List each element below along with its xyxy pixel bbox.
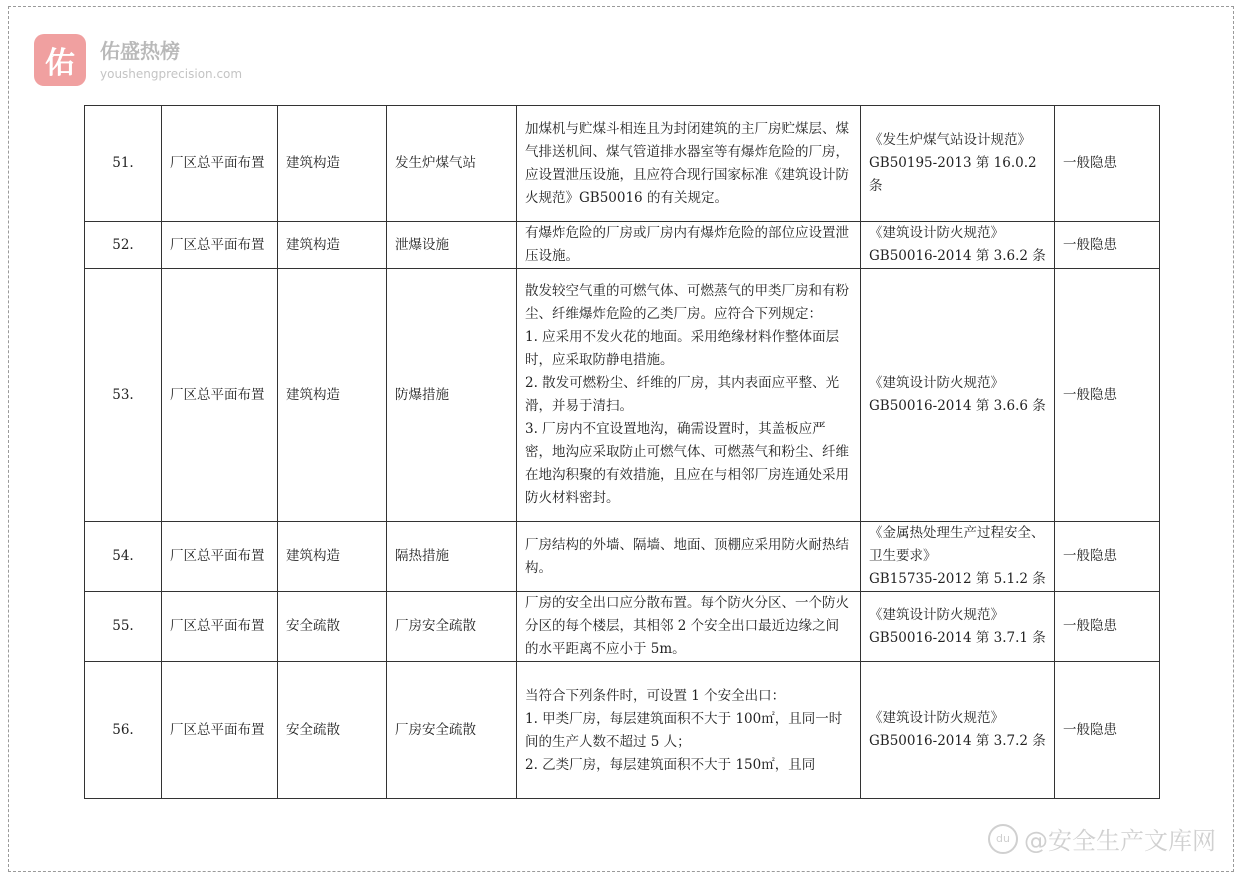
row-category: 安全疏散 — [278, 592, 387, 662]
row-category: 建筑构造 — [278, 222, 387, 269]
row-category: 建筑构造 — [278, 269, 387, 522]
hazard-table — [84, 105, 1160, 799]
row-standard: 《发生炉煤气站设计规范》GB50195-2013 第 16.0.2 条 — [861, 106, 1055, 222]
table-row — [85, 269, 1160, 522]
row-category: 建筑构造 — [278, 522, 387, 592]
brand-text — [100, 39, 242, 81]
row-level: 一般隐患 — [1055, 522, 1160, 592]
table-row — [85, 662, 1160, 799]
row-standard: 《金属热处理生产过程安全、卫生要求》 GB15735-2012 第 5.1.2 条 — [861, 522, 1055, 592]
row-item: 防爆措施 — [387, 269, 517, 522]
row-area: 厂区总平面布置 — [162, 269, 278, 522]
row-requirement: 加煤机与贮煤斗相连且为封闭建筑的主厂房贮煤层、煤气排送机间、煤气管道排水器室等有爆炸危险的厂房，应设置泄压设施，且应符合现行国家标准《建筑设计防火规范》GB50016 的有关规定。 — [517, 106, 861, 222]
du-logo-icon: du — [988, 824, 1018, 854]
watermark-text: @安全生产文库网 — [1024, 827, 1216, 855]
row-requirement: 厂房的安全出口应分散布置。每个防火分区、一个防火分区的每个楼层，其相邻 2 个安全出口最近边缘之间的水平距离不应小于 5m。 — [517, 592, 861, 662]
brand-domain: youshengprecision.com — [100, 67, 243, 81]
row-requirement: 当符合下列条件时，可设置 1 个安全出口： 1. 甲类厂房，每层建筑面积不大于 100㎡，且同一时间的生产人数不超过 5 人； 2. 乙类厂房，每层建筑面积不大于 150㎡，且同 — [525, 688, 843, 773]
row-area: 厂区总平面布置 — [162, 222, 278, 269]
table-row — [85, 222, 1160, 269]
row-standard: 《建筑设计防火规范》 GB50016-2014 第 3.7.2 条 — [861, 662, 1055, 799]
row-requirement-cell — [517, 662, 861, 799]
watermark — [988, 821, 1216, 856]
row-category: 安全疏散 — [278, 662, 387, 799]
row-area: 厂区总平面布置 — [162, 522, 278, 592]
row-level: 一般隐患 — [1055, 662, 1160, 799]
row-level: 一般隐患 — [1055, 222, 1160, 269]
row-item: 发生炉煤气站 — [387, 106, 517, 222]
row-item: 泄爆设施 — [387, 222, 517, 269]
row-requirement: 有爆炸危险的厂房或厂房内有爆炸危险的部位应设置泄压设施。 — [517, 222, 861, 269]
row-category: 建筑构造 — [278, 106, 387, 222]
row-standard: 《建筑设计防火规范》 GB50016-2014 第 3.7.1 条 — [861, 592, 1055, 662]
row-number: 55. — [85, 592, 162, 662]
row-number: 56. — [85, 662, 162, 799]
row-area: 厂区总平面布置 — [162, 106, 278, 222]
brand-name: 佑盛热榜 — [100, 39, 180, 63]
row-level: 一般隐患 — [1055, 106, 1160, 222]
row-number: 51. — [85, 106, 162, 222]
row-item: 厂房安全疏散 — [387, 662, 517, 799]
row-requirement: 散发较空气重的可燃气体、可燃蒸气的甲类厂房和有粉尘、纤维爆炸危险的乙类厂房。应符合下列规定： 1. 应采用不发火花的地面。采用绝缘材料作整体面层时，应采取防静电措施。 2. 散发可燃粉尘、纤维的厂房，其内表面应平整、光滑，并易于清扫。 3. 厂房内不宜设置地沟，确需设置时，其盖板应严密，地沟应采取防止可燃气体、可燃蒸气和粉尘、纤维在地沟积聚的有效措施，且应在与相邻厂房连通处采用防火材料密封。 — [517, 269, 861, 522]
row-area: 厂区总平面布置 — [162, 592, 278, 662]
brand — [34, 34, 242, 86]
row-standard: 《建筑设计防火规范》 GB50016-2014 第 3.6.2 条 — [861, 222, 1055, 269]
row-number: 54. — [85, 522, 162, 592]
row-number: 52. — [85, 222, 162, 269]
row-requirement: 厂房结构的外墙、隔墙、地面、顶棚应采用防火耐热结构。 — [517, 522, 861, 592]
row-item: 厂房安全疏散 — [387, 592, 517, 662]
row-item: 隔热措施 — [387, 522, 517, 592]
table-row — [85, 106, 1160, 222]
row-level: 一般隐患 — [1055, 269, 1160, 522]
row-standard: 《建筑设计防火规范》 GB50016-2014 第 3.6.6 条 — [861, 269, 1055, 522]
row-area: 厂区总平面布置 — [162, 662, 278, 799]
table-row — [85, 522, 1160, 592]
table-row — [85, 592, 1160, 662]
row-level: 一般隐患 — [1055, 592, 1160, 662]
brand-logo: 佑 — [34, 34, 86, 86]
row-number: 53. — [85, 269, 162, 522]
